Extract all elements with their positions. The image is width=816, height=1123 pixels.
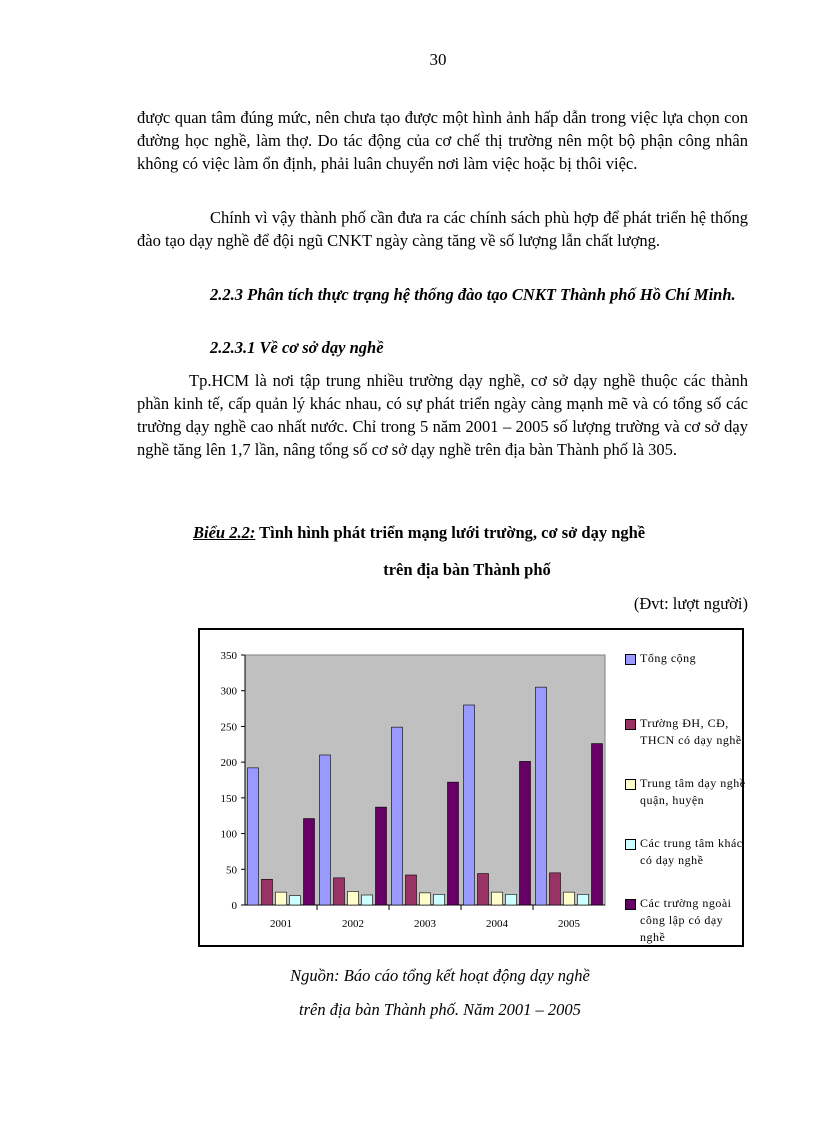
- x-tick-label: 2005: [558, 918, 580, 930]
- legend-item: [625, 895, 748, 946]
- chart-caption-label: Biểu 2.2:: [193, 523, 256, 542]
- bar: [248, 768, 259, 905]
- bar: [506, 894, 517, 905]
- bar: [392, 727, 403, 905]
- bar: [478, 874, 489, 905]
- bar: [434, 894, 445, 905]
- y-tick-label: 250: [220, 721, 237, 734]
- bar: [290, 896, 301, 905]
- bar: [448, 782, 459, 905]
- source-line2: trên địa bàn Thành phố. Năm 2001 – 2005: [299, 1000, 581, 1019]
- bar: [592, 744, 603, 905]
- bar: [492, 892, 503, 905]
- bar: [420, 893, 431, 905]
- y-tick-label: 50: [226, 864, 237, 877]
- subsection-heading: 2.2.3.1 Về cơ sở dạy nghề: [210, 338, 384, 357]
- y-tick-label: 100: [220, 828, 237, 841]
- bar: [564, 892, 575, 905]
- bar: [276, 892, 287, 905]
- chart-caption-title: Tình hình phát triển mạng lưới trường, cơ sở dạy nghề: [255, 523, 646, 542]
- bar: [578, 894, 589, 905]
- legend-label: Các trường ngoài công lập có dạy nghề: [640, 896, 732, 944]
- x-tick-label: 2003: [414, 918, 436, 930]
- legend-label: Trung tâm dạy nghề quận, huyện: [640, 776, 746, 807]
- legend-item: [625, 775, 748, 809]
- y-tick-label: 150: [220, 792, 237, 805]
- legend-label: Trường ĐH, CĐ, THCN có dạy nghề: [640, 716, 742, 747]
- bar: [376, 807, 387, 905]
- paragraph-2: Chính vì vậy thành phố cần đưa ra các chính sách phù hợp để phát triển hệ thống đào tạo dạy nghề để đội ngũ CNKT ngày càng tăng về số lượng lẫn chất lượng.: [137, 208, 748, 250]
- x-tick-label: 2004: [486, 918, 508, 930]
- y-tick-label: 200: [220, 757, 237, 770]
- x-tick-label: 2002: [342, 918, 364, 930]
- bar: [262, 879, 273, 905]
- bar: [464, 705, 475, 905]
- source-line1: Nguồn: Báo cáo tổng kết hoạt động dạy nghề: [290, 966, 590, 985]
- bar: [304, 819, 315, 905]
- legend-swatch: [625, 779, 636, 790]
- section-heading: 2.2.3 Phân tích thực trạng hệ thống đào tạo CNKT Thành phố Hồ Chí Minh.: [210, 285, 736, 304]
- bar: [348, 891, 359, 905]
- chart-caption-line2: trên địa bàn Thành phố: [383, 560, 551, 579]
- chart-frame: [198, 628, 744, 947]
- legend-swatch: [625, 719, 636, 730]
- bar: [536, 687, 547, 905]
- legend-swatch: [625, 654, 636, 665]
- unit-note: (Đvt: lượt người): [633, 594, 748, 613]
- legend-swatch: [625, 839, 636, 850]
- bar: [406, 875, 417, 905]
- bar: [362, 895, 373, 905]
- legend-item: [625, 835, 748, 869]
- page-number: 30: [429, 50, 447, 69]
- y-tick-label: 0: [231, 900, 237, 912]
- legend-item: [625, 715, 748, 749]
- legend-swatch: [625, 899, 636, 910]
- chart-caption-line1: [193, 523, 753, 543]
- paragraph-1: được quan tâm đúng mức, nên chưa tạo được một hình ảnh hấp dẫn trong việc lựa chọn con đường học nghề, làm thợ. Do tác động của cơ chế thị trường nên một bộ phận công nhân không có việc làm ổn định, phải luân chuyển nơi làm việc hoặc bị thôi việc.: [137, 108, 748, 173]
- bar: [320, 755, 331, 905]
- legend-item: [625, 650, 748, 667]
- y-tick-label: 300: [220, 685, 237, 698]
- bar: [520, 761, 531, 905]
- legend-label: Các trung tâm khác có dạy nghề: [640, 836, 743, 867]
- legend-label: Tổng cộng: [640, 651, 697, 665]
- paragraph-3: Tp.HCM là nơi tập trung nhiều trường dạy nghề, cơ sở dạy nghề thuộc các thành phần kinh tế, cấp quản lý khác nhau, có sự phát triển ngày càng mạnh mẽ và có tổng số các trường dạy nghề cao nhất nước. Chỉ trong 5 năm 2001 – 2005 số lượng trường và cơ sở dạy nghề tăng lên 1,7 lần, nâng tổng số cơ sở dạy nghề trên địa bàn Thành phố là 305.: [137, 371, 748, 459]
- y-tick-label: 350: [220, 650, 237, 662]
- plot-area: [245, 655, 605, 905]
- x-tick-label: 2001: [270, 918, 292, 930]
- bar: [550, 873, 561, 905]
- bar: [334, 878, 345, 905]
